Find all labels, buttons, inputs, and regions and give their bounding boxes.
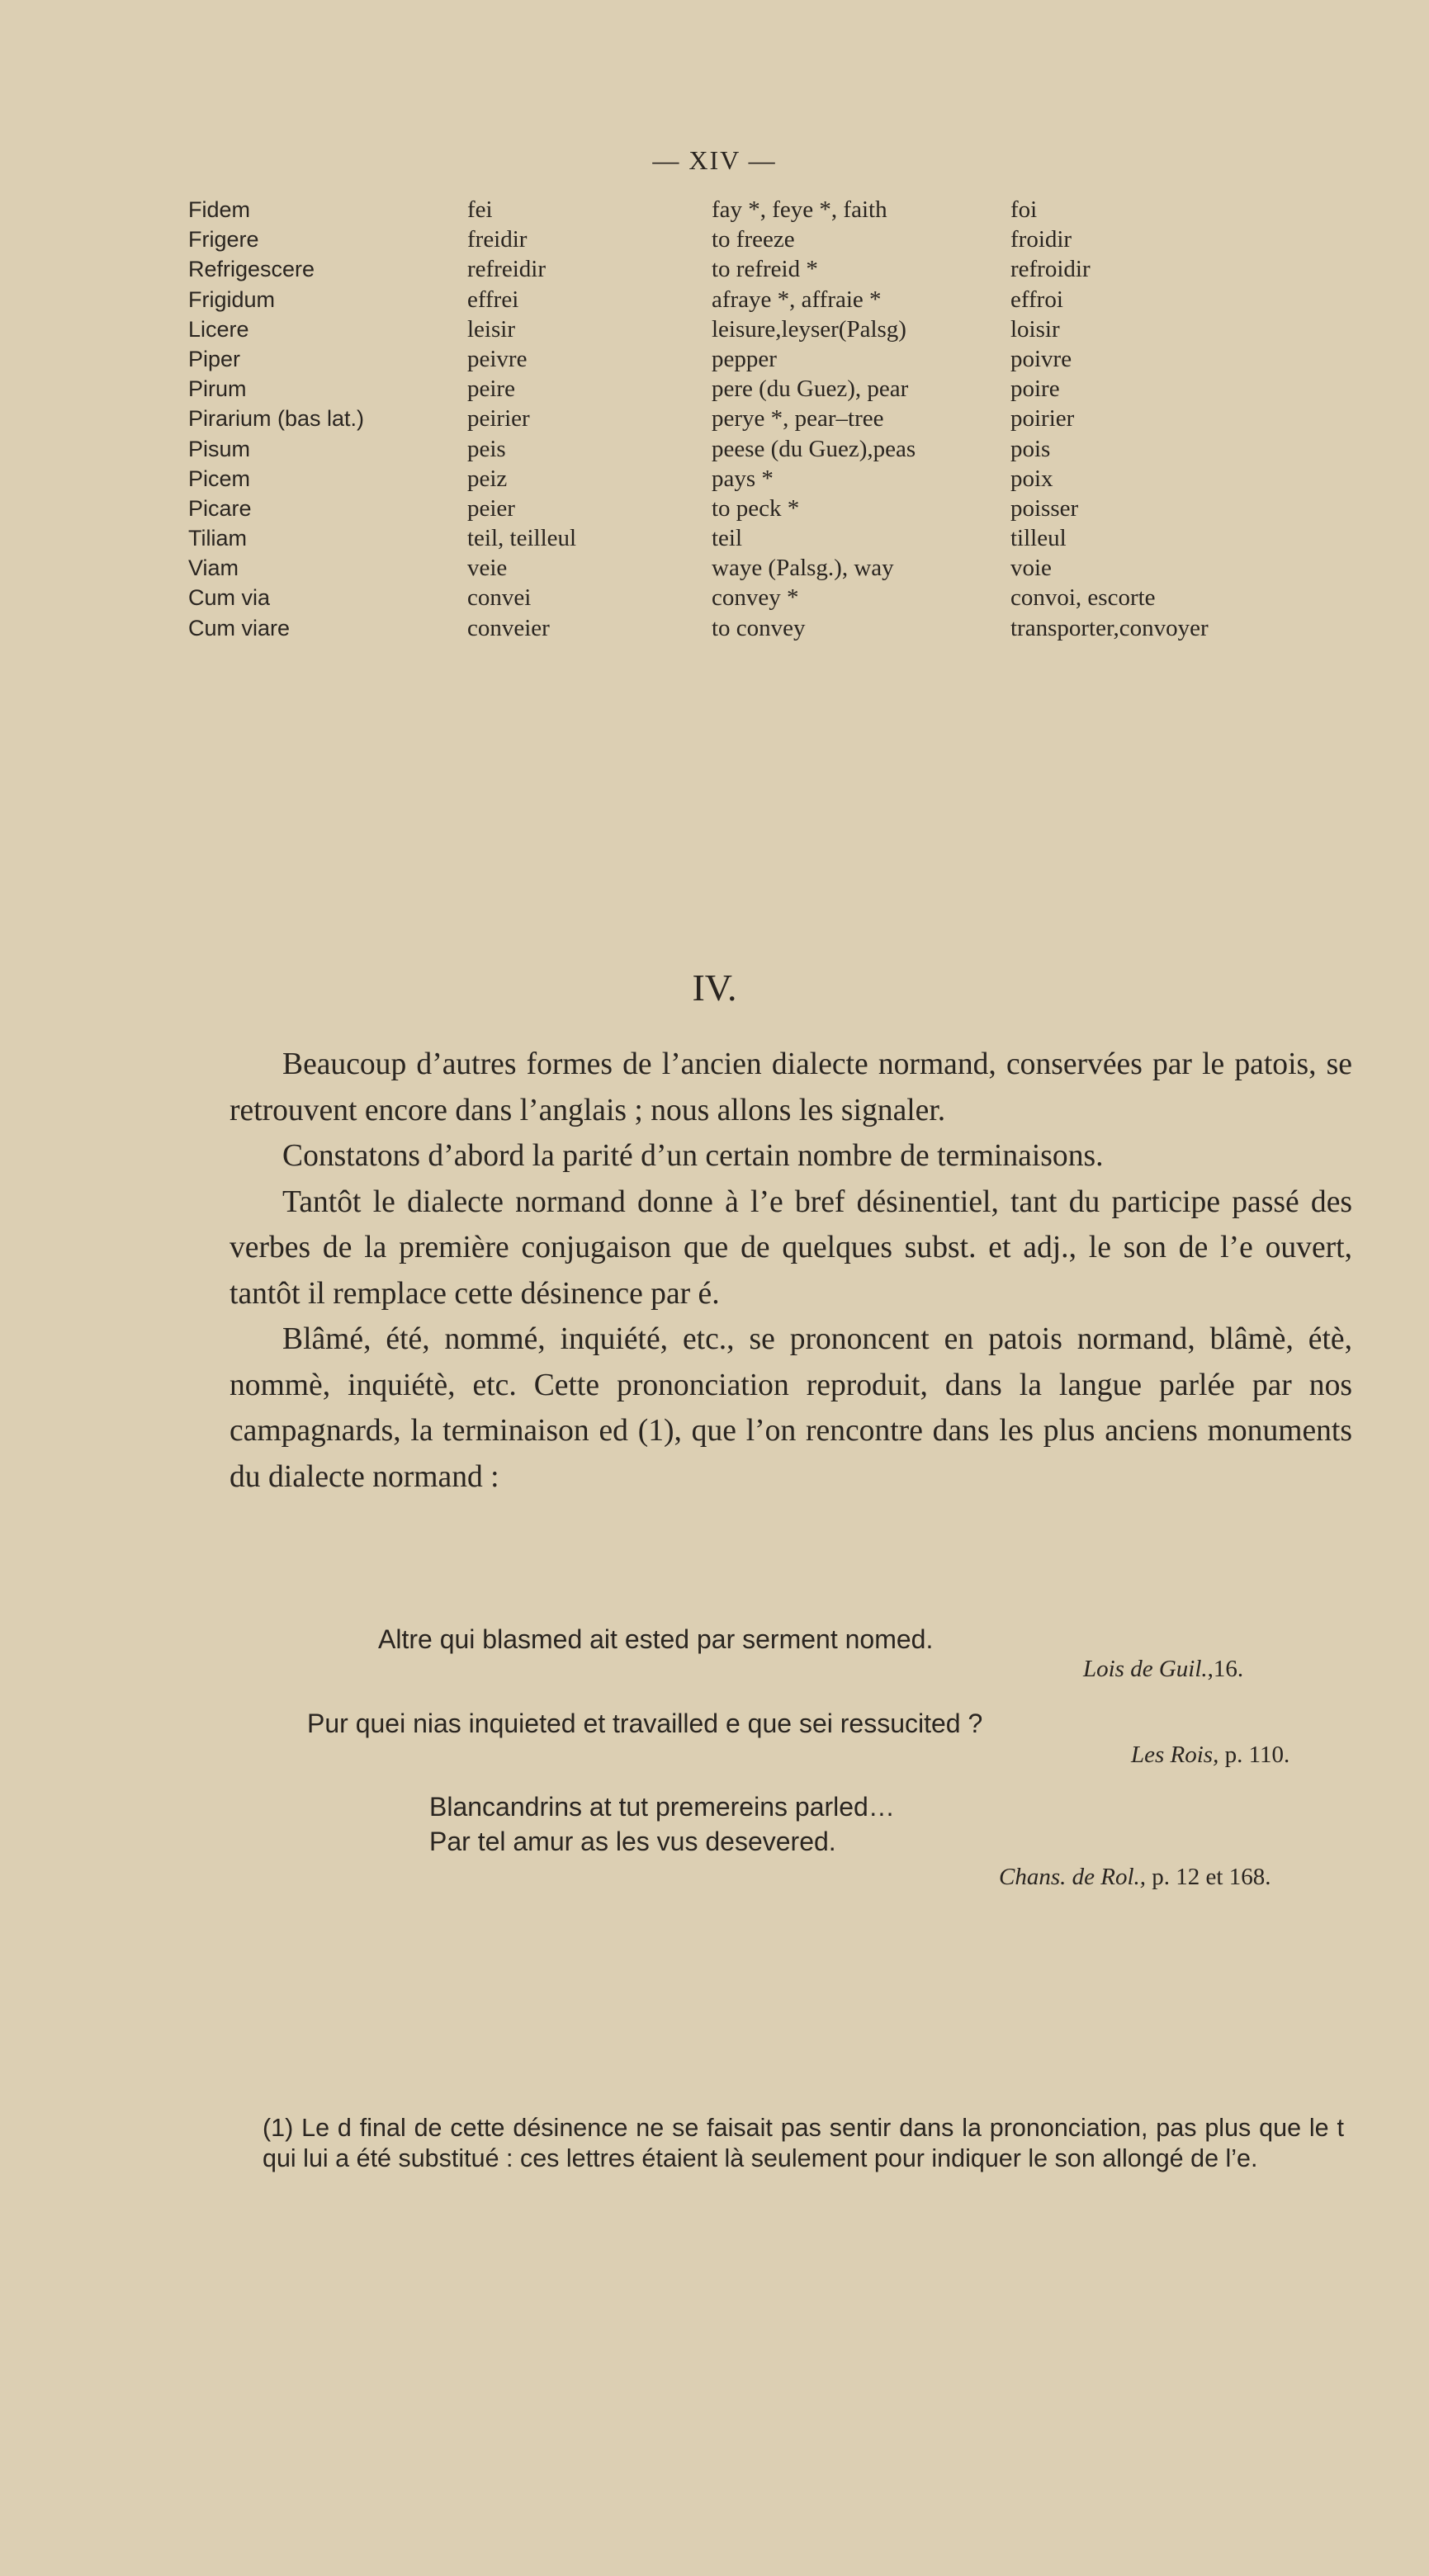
etymology-row [0, 225, 1429, 254]
etymology-row [0, 285, 1429, 314]
etymology-row [0, 583, 1429, 612]
english-word: peese (du Guez),peas [712, 435, 916, 462]
latin-word: Pirum [188, 376, 247, 402]
latin-word: Fidem [188, 197, 251, 222]
old-french-word: peier [467, 494, 515, 522]
english-word: pays * [712, 465, 774, 492]
etymology-row [0, 344, 1429, 374]
french-word: refroidir [1010, 256, 1091, 283]
etymology-row [0, 314, 1429, 344]
etymology-row [0, 195, 1429, 225]
french-word: poire [1010, 376, 1060, 403]
old-french-word: peire [467, 376, 515, 403]
english-word: pere (du Guez), pear [712, 376, 909, 403]
quote-line-4: Par tel amur as les vus desevered. [429, 1827, 836, 1856]
english-word: waye (Palsg.), way [712, 555, 894, 582]
latin-word: Picare [188, 495, 252, 521]
latin-word: Licere [188, 316, 249, 342]
etymology-row [0, 404, 1429, 433]
latin-word: Tiliam [188, 526, 247, 551]
quote-source-2: Les Rois, p. 110. [1131, 1742, 1290, 1768]
english-word: convey * [712, 584, 799, 612]
etymology-row [0, 464, 1429, 494]
latin-word: Frigidum [188, 286, 276, 312]
french-word: pois [1010, 435, 1051, 462]
old-french-word: convei [467, 584, 532, 612]
etymology-row [0, 494, 1429, 523]
old-french-word: peivre [467, 345, 528, 372]
french-word: voie [1010, 555, 1052, 582]
etymology-row [0, 434, 1429, 464]
english-word: to refreid * [712, 256, 818, 283]
quote-line-1: Altre qui blasmed ait ested par serment nomed. [378, 1624, 934, 1654]
french-word: froidir [1010, 226, 1072, 253]
old-french-word: veie [467, 555, 508, 582]
latin-word: Cum via [188, 585, 271, 611]
quote-line-3: Blancandrins at tut premereins parled… [429, 1792, 895, 1822]
english-word: fay *, feye *, faith [712, 196, 887, 223]
french-word: convoi, escorte [1010, 584, 1156, 612]
french-word: effroi [1010, 286, 1063, 313]
french-word: poix [1010, 465, 1053, 492]
old-french-word: peiz [467, 465, 508, 492]
latin-word: Piper [188, 346, 241, 371]
latin-word: Viam [188, 555, 239, 581]
latin-word: Pisum [188, 436, 251, 461]
latin-word: Pirarium (bas lat.) [188, 406, 365, 432]
paragraph-4: Blâmé, été, nommé, inquiété, etc., se prononcent en patois normand, blâmè, étè, nommè, inquiétè, etc. Cette prononciation reproduit, dans la langue parlée par nos campagnards, la terminaison ed (1), que l’on rencontre dans les plus anciens monuments du dialecte normand : [229, 1322, 1352, 1494]
french-word: transporter,convoyer [1010, 614, 1209, 641]
latin-word: Cum viare [188, 615, 291, 640]
footnote [263, 2113, 1344, 2174]
footnote-text: (1) Le d final de cette désinence ne se faisait pas sentir dans la prononciation, pas plus que le t qui lui a été substitué : ces lettres étaient là seulement pour indiquer le son allongé de l’e. [263, 2114, 1344, 2172]
english-word: to convey [712, 614, 806, 641]
old-french-word: freidir [467, 226, 528, 253]
quote-source-1: Lois de Guil.,16. [1083, 1656, 1244, 1682]
etymology-row [0, 374, 1429, 404]
latin-word: Picem [188, 466, 251, 491]
english-word: to freeze [712, 226, 795, 253]
old-french-word: peirier [467, 405, 530, 432]
french-word: loisir [1010, 315, 1060, 343]
english-word: teil [712, 525, 743, 552]
old-french-word: leisir [467, 315, 515, 343]
latin-word: Frigere [188, 227, 259, 253]
old-french-word: conveier [467, 614, 550, 641]
page-header: — XIV — [652, 145, 777, 175]
quote-line-2: Pur quei nias inquieted et travailled e que sei ressucited ? [307, 1709, 983, 1738]
paragraph-2: Constatons d’abord la parité d’un certain nombre de terminaisons. [282, 1139, 1104, 1173]
old-french-word: peis [467, 435, 506, 462]
etymology-table [0, 195, 1429, 643]
english-word: perye *, pear–tree [712, 405, 884, 432]
old-french-word: fei [467, 196, 493, 223]
paragraph-3: Tantôt le dialecte normand donne à l’e bref désinentiel, tant du participe passé des verbes de la première conjugaison que de quelques subst. et adj., le son de l’e ouvert, tantôt il remplace cette désinence par é. [229, 1184, 1352, 1311]
old-french-word: teil, teilleul [467, 525, 577, 552]
etymology-row [0, 613, 1429, 643]
french-word: poisser [1010, 494, 1079, 522]
english-word: pepper [712, 345, 777, 372]
old-french-word: effrei [467, 286, 519, 313]
section-number: IV. [692, 967, 737, 1009]
english-word: leisure,leyser(Palsg) [712, 315, 906, 343]
paragraph-1: Beaucoup d’autres formes de l’ancien dialecte normand, conservées par le patois, se retrouvent encore dans l’anglais ; nous allons les signaler. [229, 1047, 1352, 1127]
etymology-row [0, 553, 1429, 583]
french-word: poirier [1010, 405, 1075, 432]
etymology-row [0, 523, 1429, 553]
french-word: foi [1010, 196, 1038, 223]
old-french-word: refreidir [467, 256, 546, 283]
english-word: to peck * [712, 494, 800, 522]
latin-word: Refrigescere [188, 257, 315, 282]
french-word: poivre [1010, 345, 1072, 372]
etymology-row [0, 254, 1429, 284]
english-word: afraye *, affraie * [712, 286, 882, 313]
body-text [229, 1042, 1352, 1500]
french-word: tilleul [1010, 525, 1067, 552]
quote-source-3: Chans. de Rol., p. 12 et 168. [999, 1864, 1271, 1890]
